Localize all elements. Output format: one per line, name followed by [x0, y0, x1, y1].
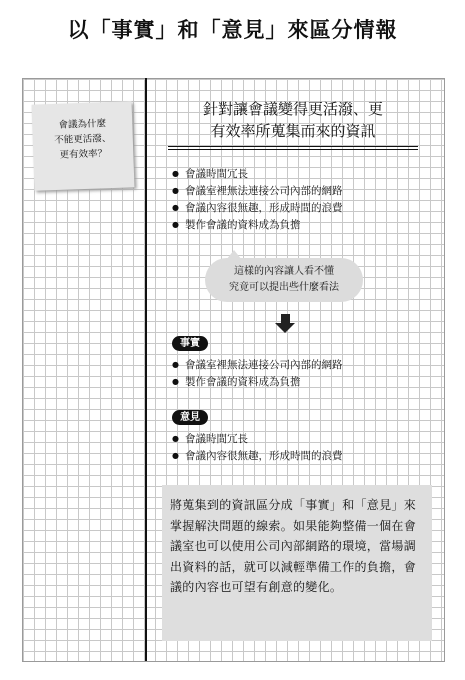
list-item: ● 會議時間冗長 — [172, 431, 342, 448]
heading-line: 針對讓會議變得更活潑、更 — [202, 100, 383, 118]
list-item: ● 製作會議的資料成為負擔 — [172, 374, 342, 391]
down-arrow-head-icon — [275, 323, 295, 333]
list-item: ● 會議時間冗長 — [172, 166, 342, 183]
list-item: ● 製作會議的資料成為負擔 — [172, 217, 342, 234]
collected-info-heading — [168, 98, 418, 150]
list-item: ● 會議室裡無法連接公司內部的網路 — [172, 183, 342, 200]
sticky-note-line: 不能更活潑、 — [54, 133, 112, 146]
page-title: 以「事實」和「意見」來區分情報 — [67, 18, 398, 42]
heading-line: 有效率所蒐集而來的資訊 — [210, 122, 376, 140]
fact-list — [172, 357, 342, 391]
opinion-tag: 意見 — [172, 410, 208, 425]
sticky-note-line: 會議為什麼 — [58, 118, 107, 131]
sticky-note-line: 更有效率？ — [59, 148, 108, 161]
list-item: ● 會議內容很無趣，形成時間的浪費 — [172, 200, 342, 217]
fact-tag: 事實 — [172, 336, 208, 351]
bubble-line: 這樣的內容讓人看不懂 — [234, 266, 334, 277]
list-item: ● 會議室裡無法連接公司內部的網路 — [172, 357, 342, 374]
collected-info-list — [172, 166, 342, 234]
sticky-note — [32, 101, 135, 190]
summary-box: 將蒐集到的資訊區分成「事實」和「意見」來掌握解決問題的線索。如果能夠整備一個在會議室也可以使用公司內部網路的環境，當場調出資料的話，就可以減輕準備工作的負擔，會議的內容也可望有創意的變化。 — [162, 485, 432, 641]
opinion-list — [172, 431, 342, 465]
bubble-line: 究竟可以提出些什麼看法 — [229, 282, 339, 293]
list-item: ● 會議內容很無趣，形成時間的浪費 — [172, 448, 342, 465]
speech-bubble — [205, 258, 363, 302]
vertical-divider — [145, 78, 147, 661]
